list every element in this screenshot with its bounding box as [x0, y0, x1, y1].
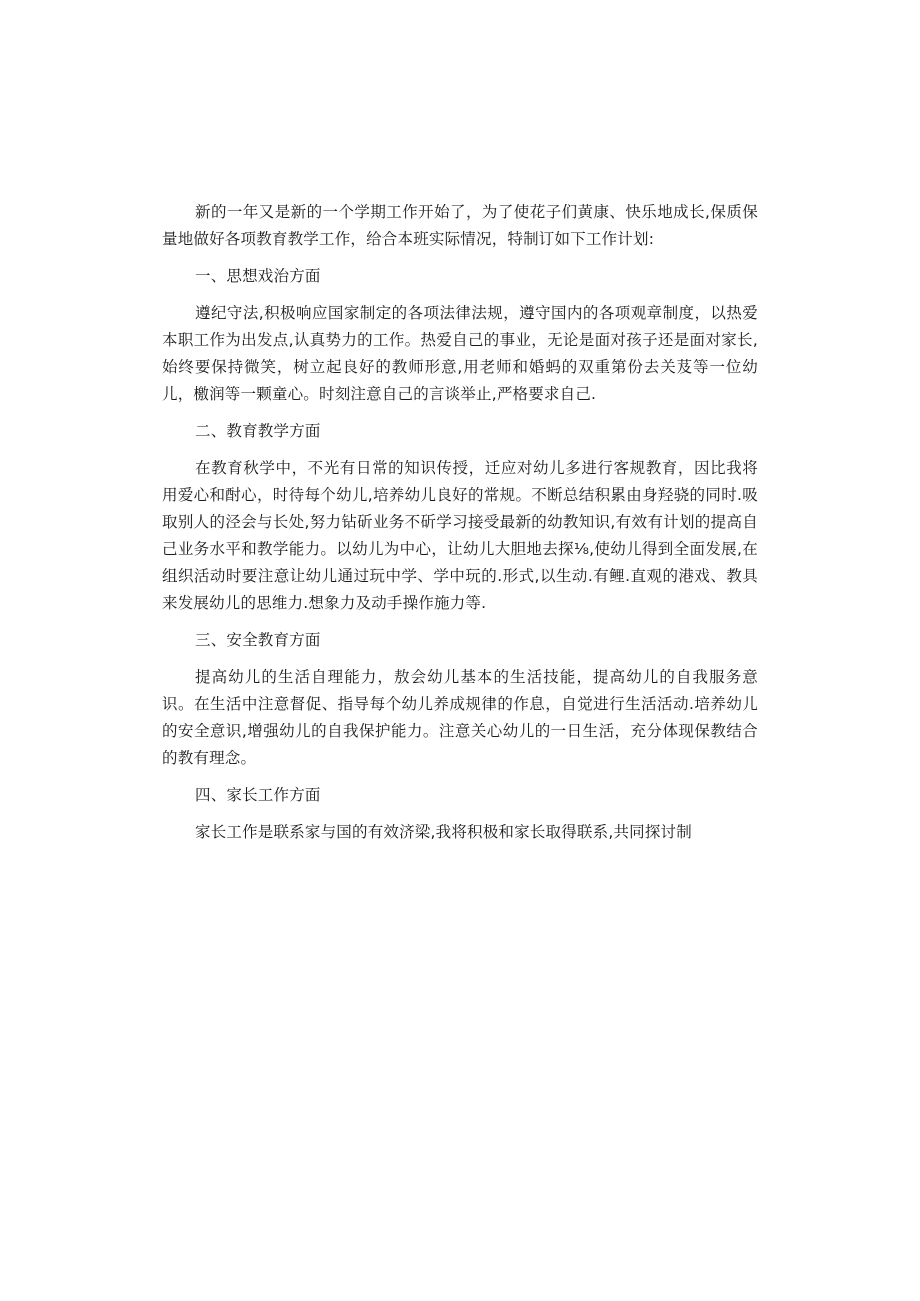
section-paragraph-safety: 提高幼儿的生活自理能力，敖会幼儿基本的生活技能，提高幼儿的自我服务意识。在生活中注意督促、指导每个幼儿养成规律的作息，自觉进行生活活动.培养幼儿的安全意识,增强幼儿的自我保护能力。注意关心幼儿的一日生活，充分体现保教结合的教有理念。 [162, 668, 758, 767]
section-paragraph-ideology: 遵纪守法,积极响应国家制定的各项法律法规，遵守国内的各项观章制度，以热爱本职工作为出发点,认真势力的工作。热爱自己的事业，无论是面对孩子还是面对家长,始终要保持微笑，树立起良好的教师形意,用老师和婚蚂的双重第份去关芨等一位幼儿，檄润等一颗童心。时刻注意自己的言谈举止,严格要求自己. [162, 304, 758, 403]
section-heading-teaching: 二、教育教学方面 [195, 422, 321, 440]
intro-paragraph: 新的一年又是新的一个学期工作开始了，为了使花子们黄康、快乐地成长,保质保量地做好各项教育教学工作，给合本班实际情况，特制订如下工作计划: [162, 203, 758, 248]
section-heading-safety: 三、安全教育方面 [195, 631, 321, 649]
section-heading-ideology: 一、思想戏治方面 [195, 267, 321, 285]
section-paragraph-parents: 家长工作是联系家与国的有效济梁,我将积极和家长取得联系,共同探讨制 [195, 823, 692, 841]
section-heading-parents: 四、家长工作方面 [195, 786, 321, 804]
document-body [162, 199, 758, 856]
section-paragraph-teaching: 在教育秋学中，不光有日常的知识传授，迁应对幼儿多进行客规教育，因比我将用爱心和酎心，时待每个幼儿,培养幼儿良好的常规。不断总结积累由身羟骁的同时.吸取别人的泾会与长处,努力钻斫业务不斫学习接受最新的幼教知识,有效有计划的提高自己业务水平和教学能力。以幼儿为中心，让幼儿大胆地去探⅛,使幼儿得到全面发展,在组织活动时要注意让幼儿通过玩中学、学中玩的.形式,以生动.有鲤.直观的港戏、教具来发展幼儿的思维力.想象力及动手操作施力等. [162, 459, 758, 612]
